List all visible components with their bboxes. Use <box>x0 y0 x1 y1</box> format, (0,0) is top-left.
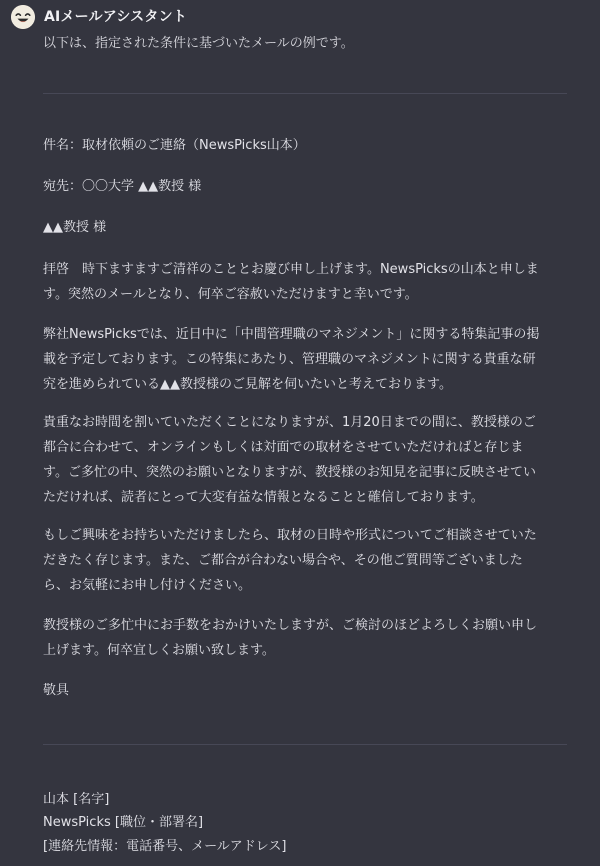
signature-company: NewsPicks [職位・部署名] <box>43 815 204 830</box>
email-salutation: ▲▲教授 様 <box>43 220 107 235</box>
intro-text: 以下は、指定された条件に基づいたメールの例です。 <box>43 36 354 51</box>
divider-bottom <box>43 744 567 745</box>
signature-contact: [連絡先情報：電話番号、メールアドレス] <box>43 839 287 854</box>
email-paragraph: 拝啓 時下ますますご清祥のこととお慶び申し上げます。NewsPicksの山本と申しま す。突然のメールとなり、何卒ご容赦いただけますと幸いです。 <box>43 262 539 302</box>
divider-top <box>43 93 567 94</box>
email-subject: 件名：取材依頼のご連絡（NewsPicks山本） <box>43 138 306 153</box>
email-paragraph: 教授様のご多忙中にお手数をおかけいたしますが、ご検討のほどよろしくお願い申し 上げます。何卒宜しくお願い致します。 <box>43 618 538 658</box>
assistant-avatar <box>11 5 35 29</box>
email-paragraph: 弊社NewsPicksでは、近日中に「中間管理職のマネジメント」に関する特集記事の掲 載を予定しております。この特集にあたり、管理職のマネジメントに関する貴重な研 究を進められている▲▲教授様のご見解を伺いたいと考えております。 <box>43 327 540 392</box>
smiling-face-icon <box>11 5 35 29</box>
signature-name: 山本 [名字] <box>43 792 110 807</box>
assistant-name: AIメールアシスタント <box>44 9 187 25</box>
email-paragraph: 貴重なお時間を割いていただくことになりますが、1月20日までの間に、教授様のご 都合に合わせて、オンラインもしくは対面での取材をさせていただければと存じま す。ご多忙の中、突然のお願いとなりますが、教授様のお知見を記事に反映させてい ただければ、読者にとって大変有益な情報となることと確信しております。 <box>43 415 536 505</box>
email-paragraph: もしご興味をお持ちいただけましたら、取材の日時や形式についてご相談させていた だきたく存じます。また、ご都合が合わない場合や、その他ご質問等ございました ら、お気軽にお申し付けください。 <box>43 528 537 593</box>
message-header <box>11 5 187 29</box>
email-to: 宛先：〇〇大学 ▲▲教授 様 <box>43 179 202 194</box>
email-closing: 敬具 <box>43 683 70 698</box>
